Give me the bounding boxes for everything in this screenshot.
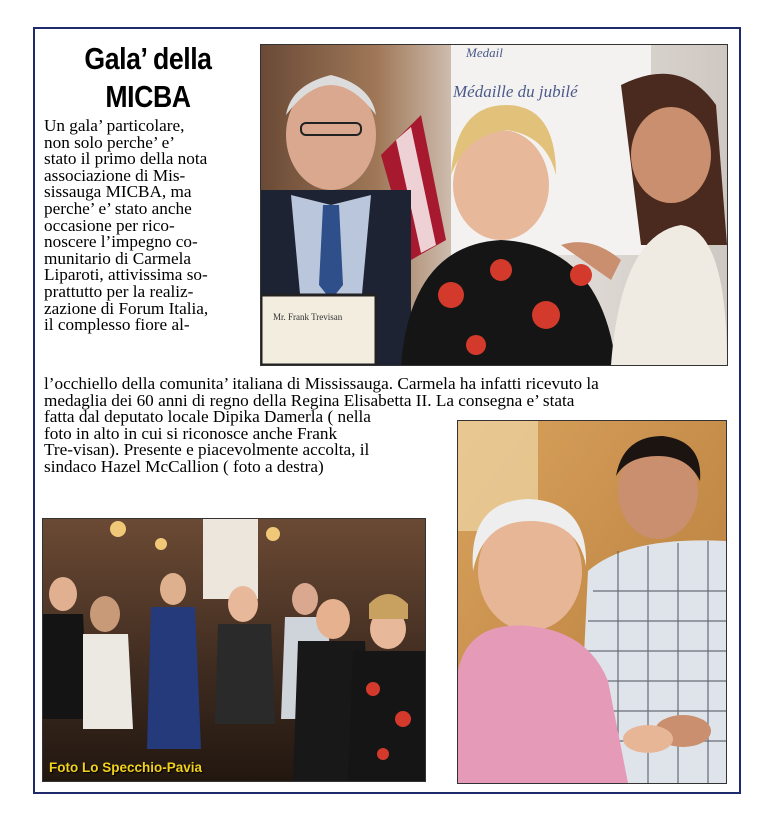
text-line: Liparoti, attivissima so- xyxy=(44,265,208,285)
article-wide-text xyxy=(44,376,724,409)
text-line: il complesso fiore al- xyxy=(44,315,190,335)
text-line: sissauga MICBA, ma xyxy=(44,182,192,202)
photo-party xyxy=(42,518,426,782)
text-line: prattutto per la realiz- xyxy=(44,281,194,301)
text-line: sindaco Hazel McCallion ( foto a destra) xyxy=(44,456,324,476)
text-line: foto in alto in cui si riconosce anche Frank xyxy=(44,423,338,443)
text-line: l’occhiello della comunita’ italiana di Mississauga. Carmela ha infatti ricevuto la xyxy=(44,374,599,393)
text-line: Tre-visan). Presente e piacevolmente accolta, il xyxy=(44,440,370,460)
banner-text-2: Médaille du jubilé xyxy=(453,82,578,101)
text-line: zazione di Forum Italia, xyxy=(44,298,209,318)
title-line-1: Gala’ della xyxy=(84,41,212,76)
text-line: noscere l’impegno co- xyxy=(44,232,198,252)
text-line: munitario di Carmela xyxy=(44,248,192,268)
text-line: associazione di Mis- xyxy=(44,165,186,185)
article-title xyxy=(62,40,234,116)
text-line: stato il primo della nota xyxy=(44,149,208,169)
photo-credit-caption: Foto Lo Specchio-Pavia xyxy=(49,760,203,775)
text-line: non solo perche’ e’ xyxy=(44,132,175,152)
article-column-text xyxy=(44,118,256,334)
text-line: Un gala’ particolare, xyxy=(44,116,185,135)
certificate-text: Mr. Frank Trevisan xyxy=(273,312,343,322)
text-line: perche’ e’ stato anche xyxy=(44,198,192,218)
article-narrow-text xyxy=(44,409,449,475)
title-line-2: MICBA xyxy=(105,79,191,114)
photo-mayor xyxy=(457,420,727,784)
text-line: occasione per rico- xyxy=(44,215,175,235)
text-line: fatta dal deputato locale Dipika Damerla ( nella xyxy=(44,407,371,426)
photo-medal-ceremony xyxy=(260,44,728,366)
banner-text-1: Medail xyxy=(466,45,503,60)
text-line: medaglia dei 60 anni di regno della Regina Elisabetta II. La consegna e’ stata xyxy=(44,390,575,410)
